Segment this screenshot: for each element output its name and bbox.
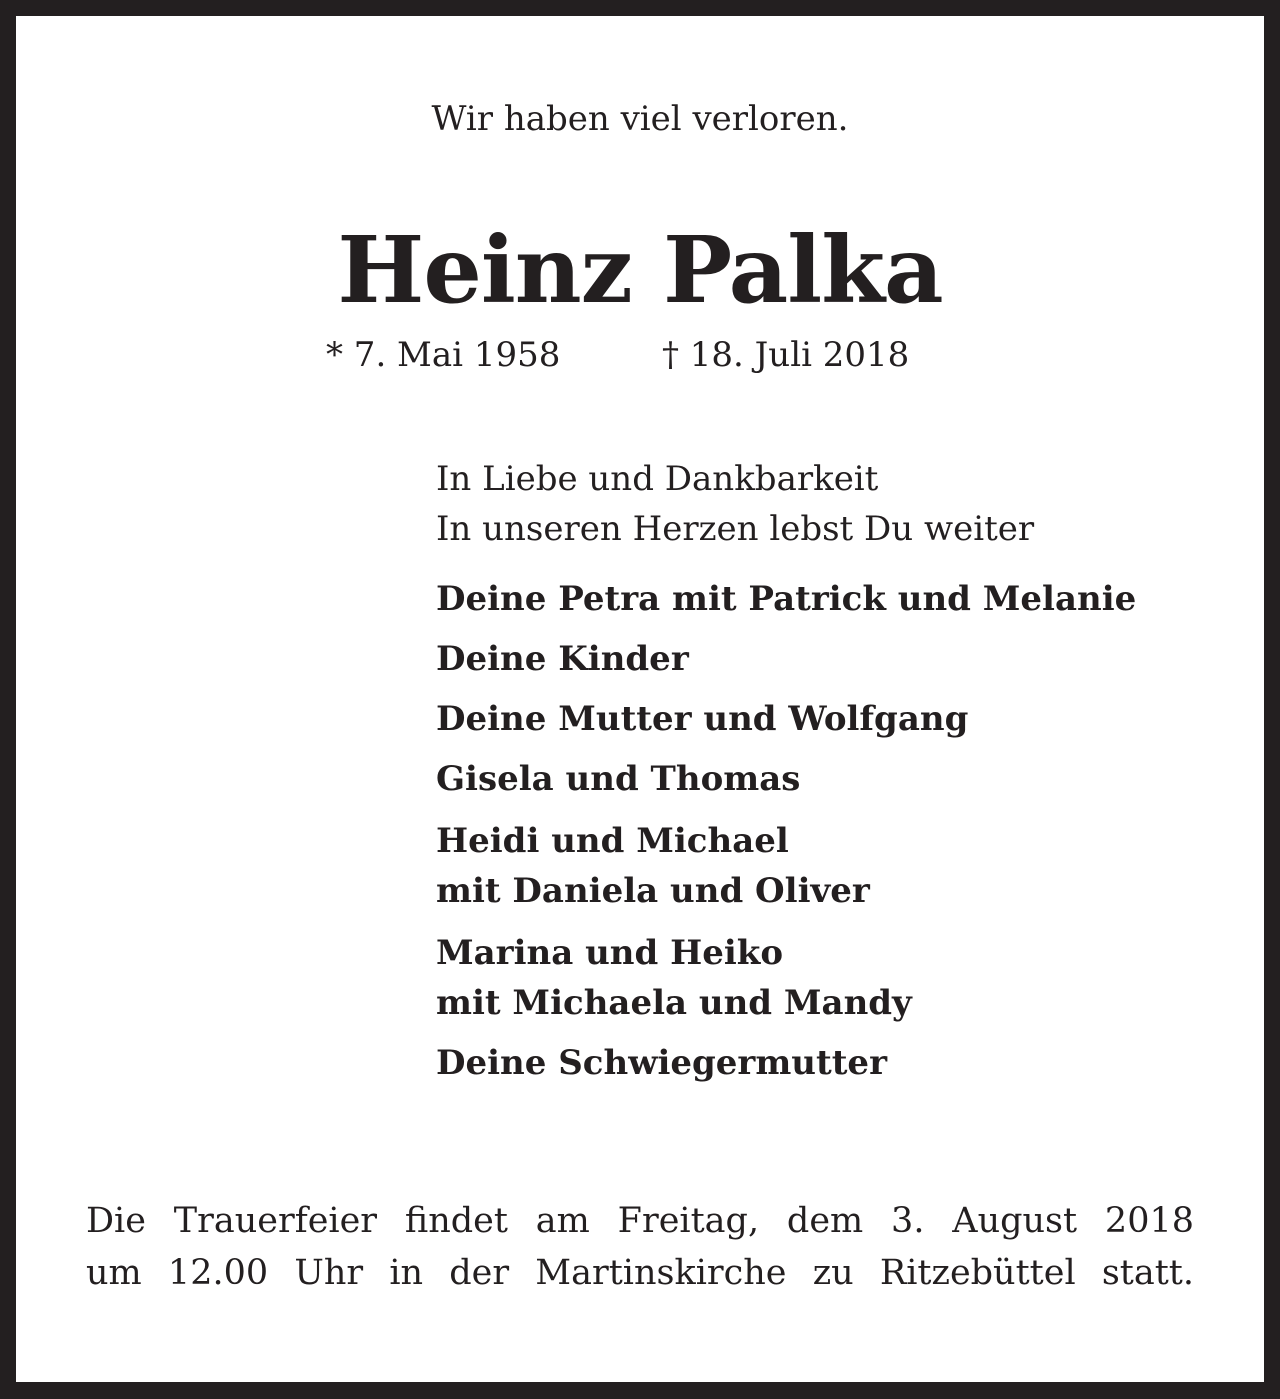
mourner-line: mit Michaela und Mandy [436, 983, 912, 1023]
funeral-info-line: Die Trauerfeier findet am Freitag, dem 3. August 2018 [86, 1201, 1194, 1241]
mourner-line: Deine Mutter und Wolfgang [436, 699, 969, 739]
mourner-line: Gisela und Thomas [436, 759, 801, 799]
obituary-notice [16, 16, 1264, 1382]
mourner-line: Heidi und Michael [436, 821, 789, 861]
life-dates [326, 335, 910, 375]
dedication-line: In unseren Herzen lebst Du weiter [436, 509, 1035, 549]
mourner-line: Deine Kinder [436, 639, 689, 679]
mourner-line: Deine Petra mit Patrick und Melanie [436, 579, 1137, 619]
mourner-line: Deine Schwiegermutter [436, 1043, 887, 1083]
funeral-info-line: um 12.00 Uhr in der Martinskirche zu Ritzebüttel statt. [86, 1253, 1194, 1293]
dedication-line: In Liebe und Dankbarkeit [436, 459, 879, 499]
headline: Wir haben viel verloren. [431, 99, 849, 139]
deceased-name: Heinz Palka [337, 216, 943, 324]
death-date: † 18. Juli 2018 [661, 335, 910, 375]
mourner-line: mit Daniela und Oliver [436, 871, 870, 911]
birth-date: * 7. Mai 1958 [326, 335, 561, 375]
mourner-line: Marina und Heiko [436, 933, 784, 973]
